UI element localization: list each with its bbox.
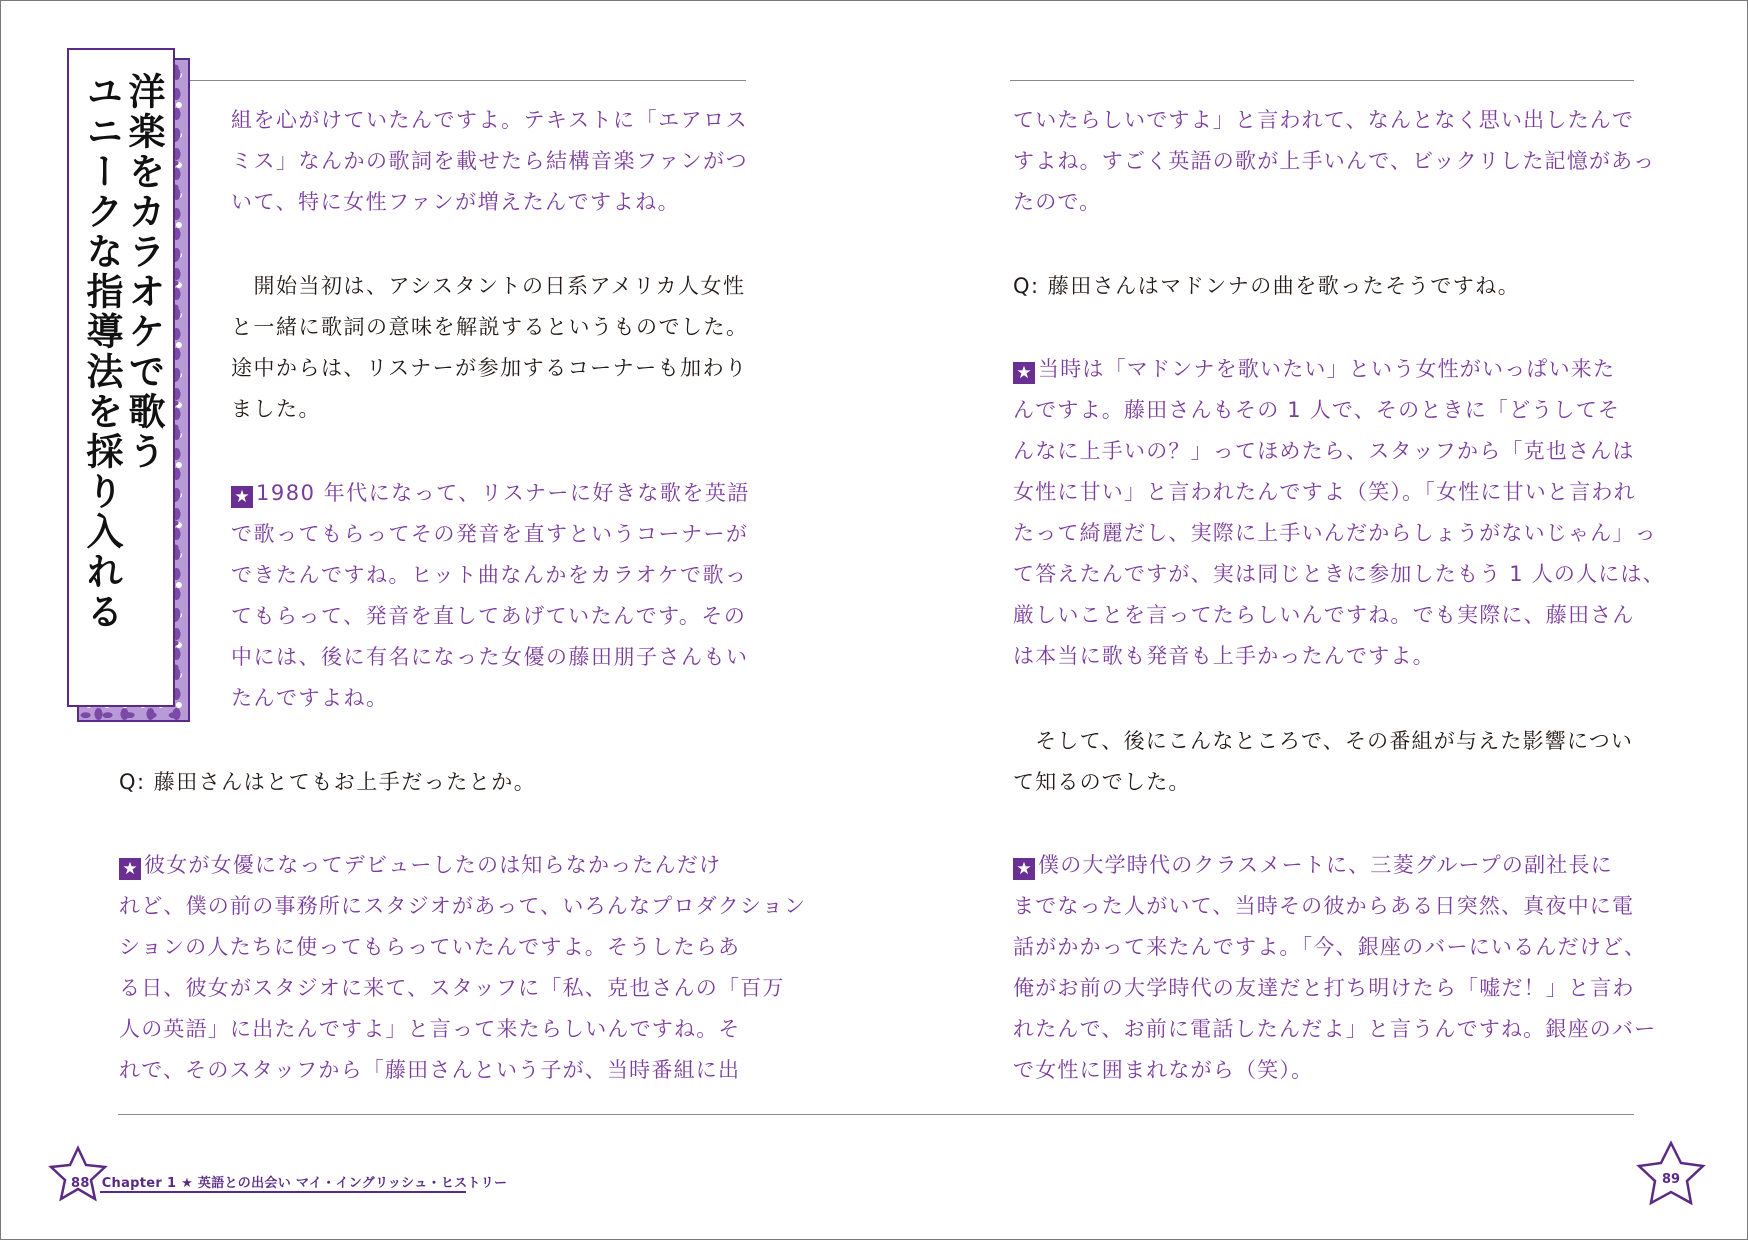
chapter-title: Chapter 1 ★ 英語との出会い マイ・イングリッシュ・ヒストリー bbox=[101, 1176, 508, 1191]
left-paragraph-2: 開始当初は、アシスタントの日系アメリカ人女性 と一緒に歌詞の意味を解説するというものでした。 途中からは、リスナーが参加するコーナーも加わり ました。 bbox=[231, 274, 749, 421]
right-paragraph-2: ★ 当時は「マドンナを歌いたい」という女性がいっぱい来た んですよ。藤田さんもその 1 人で、そのときに「どうしてそ んなに上手いの？」ってほめたら、スタッフから「克也さんは 女性に甘い」と言われたんですよ（笑）。「女性に甘いと言われ たって綺麗だし、実際に上手いんだからしょうがないじゃん」っ て答えたんですが、実は同じときに参加したもう 1 人の人には、 厳しいことを言ってたらしいんですね。でも実際に、藤田さん は本当に歌も発音も上手かったんですよ。 bbox=[1013, 357, 1665, 668]
left-paragraph-4: ★ 彼女が女優になってデビューしたのは知らなかったんだけ れど、僕の前の事務所にスタジオがあって、いろんなプロダクション ションの人たちに使ってもらっていたんですよ。そうしたらあ る日、彼女がスタジオに来て、スタッフに「私、克也さんの「百万 人の英語」に出たんですよ」と言って来たらしいんですね。そ れで、そのスタッフから「藤田さんという子が、当時番組に出 bbox=[119, 853, 807, 1082]
heading-line-2: ユニークな指導法を採り入れる bbox=[80, 72, 123, 632]
star-mark-icon: ★ bbox=[119, 858, 141, 880]
left-paragraph-3: ★ 1980 年代になって、リスナーに好きな歌を英語 で歌ってもらってその発音を直すというコーナーが できたんですね。ヒット曲なんかをカラオケで歌っ てもらって、発音を直してあげていたんです。その 中には、後に有名になった女優の藤田朋子さんもい たんですよね。 bbox=[231, 481, 750, 710]
star-mark-icon: ★ bbox=[1013, 858, 1035, 880]
right-paragraph-4: ★ 僕の大学時代のクラスメートに、三菱グループの副社長に までなった人がいて、当時その彼からある日突然、真夜中に電 話がかかって来たんですよ。「今、銀座のバーにいるんだけど、 俺がお前の大学時代の友達だと打ち明けたら「嘘だ！」と言わ れたんで、お前に電話したんだよ」と言うんですね。銀座のバー で女性に囲まれながら（笑）。 bbox=[1013, 853, 1657, 1082]
left-paragraph-1: 組を心がけていたんですよ。テキストに「エアロス ミス」なんかの歌詞を載せたら結構音楽ファンがつ いて、特に女性ファンが増えたんですよね。 bbox=[231, 108, 749, 214]
left-question: Q: 藤田さんはとてもお上手だったとか。 bbox=[119, 770, 537, 794]
right-page-number: 89 bbox=[1661, 1172, 1681, 1187]
footer-chapter-label bbox=[71, 1172, 507, 1191]
star-mark-icon: ★ bbox=[231, 486, 253, 508]
left-page-number: 88 bbox=[71, 1176, 90, 1191]
heading-line-1: 洋楽をカラオケで歌う bbox=[122, 72, 165, 472]
star-mark-icon: ★ bbox=[1013, 362, 1035, 384]
right-question: Q: 藤田さんはマドンナの曲を歌ったそうですね。 bbox=[1013, 274, 1521, 298]
right-paragraph-3: そして、後にこんなところで、その番組が与えた影響につい て知るのでした。 bbox=[1013, 729, 1634, 794]
right-paragraph-1: ていたらしいですよ」と言われて、なんとなく思い出したんで すよね。すごく英語の歌が上手いんで、ビックリした記憶があっ たので。 bbox=[1013, 108, 1656, 214]
